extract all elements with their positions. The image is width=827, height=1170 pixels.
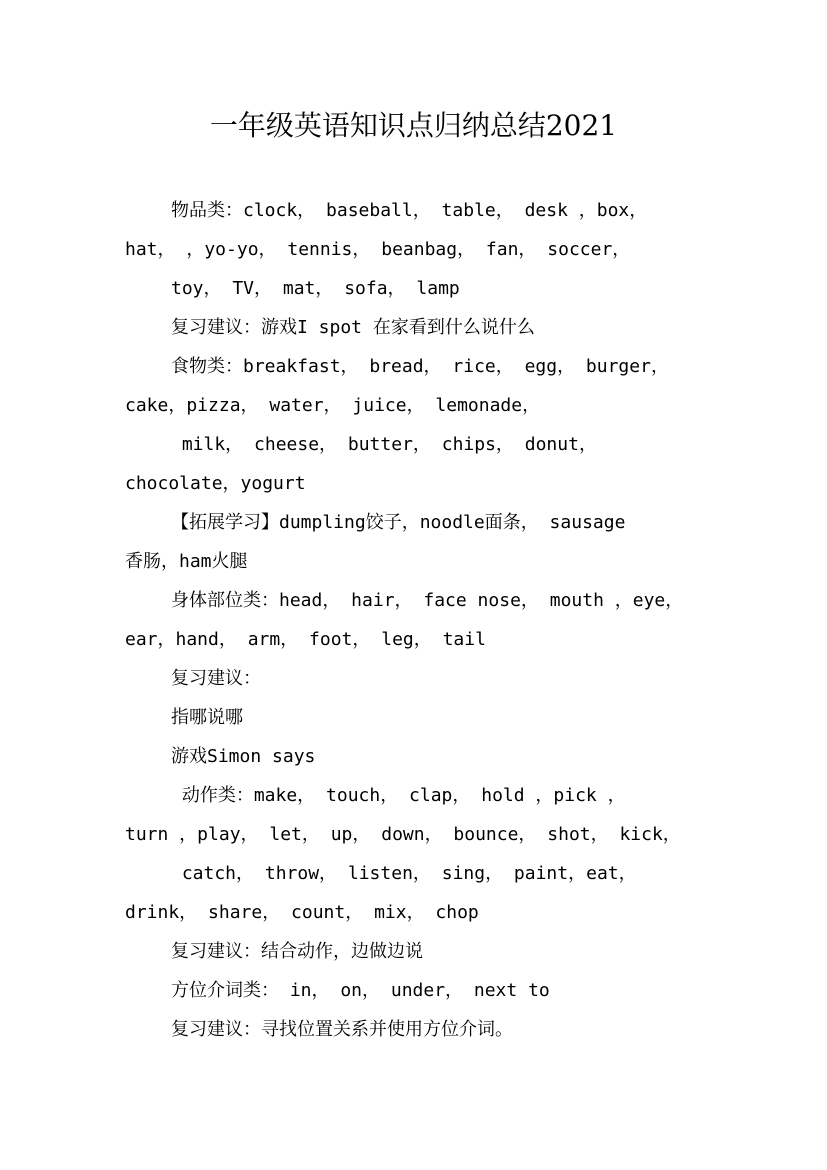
- text-line: catch， throw， listen， sing， paint，eat，: [171, 863, 637, 884]
- text-line: 物品类：clock， baseball， table， desk ，box，: [171, 200, 648, 221]
- text-line: 指哪说哪: [171, 707, 243, 728]
- text-line: turn ，play， let， up， down， bounce， shot， kick，: [125, 824, 681, 845]
- text-line: 游戏Simon says: [171, 746, 316, 767]
- text-line: 复习建议：: [171, 668, 261, 689]
- text-line: chocolate，yogurt: [125, 473, 306, 494]
- text-line: 复习建议：结合动作，边做边说: [171, 941, 423, 962]
- text-line: milk， cheese， butter， chips， donut，: [171, 434, 597, 455]
- text-line: ear，hand， arm， foot， leg， tail: [125, 629, 486, 650]
- text-line: 动作类：make， touch， clap， hold ，pick ，: [171, 785, 626, 806]
- text-line: 身体部位类：head， hair， face nose， mouth ，eye，: [171, 590, 684, 611]
- text-line: 复习建议：游戏I spot 在家看到什么说什么: [171, 317, 535, 338]
- text-line: toy， TV， mat， sofa， lamp: [171, 278, 460, 299]
- text-line: drink， share， count， mix， chop: [125, 902, 479, 923]
- text-line: 复习建议：寻找位置关系并使用方位介词。: [171, 1019, 513, 1040]
- text-line: 食物类：breakfast， bread， rice， egg， burger，: [171, 356, 669, 377]
- document-body: [125, 196, 715, 1054]
- text-line: 方位介词类： in， on， under， next to: [171, 980, 550, 1001]
- text-line: hat， ，yo-yo， tennis， beanbag， fan， soccer，: [125, 239, 631, 260]
- text-line: 【拓展学习】dumpling饺子，noodle面条， sausage: [171, 512, 626, 533]
- document-title: 一年级英语知识点归纳总结2021: [209, 109, 618, 142]
- text-line: cake，pizza， water， juice， lemonade，: [125, 395, 541, 416]
- text-line: 香肠，ham火腿: [125, 551, 248, 572]
